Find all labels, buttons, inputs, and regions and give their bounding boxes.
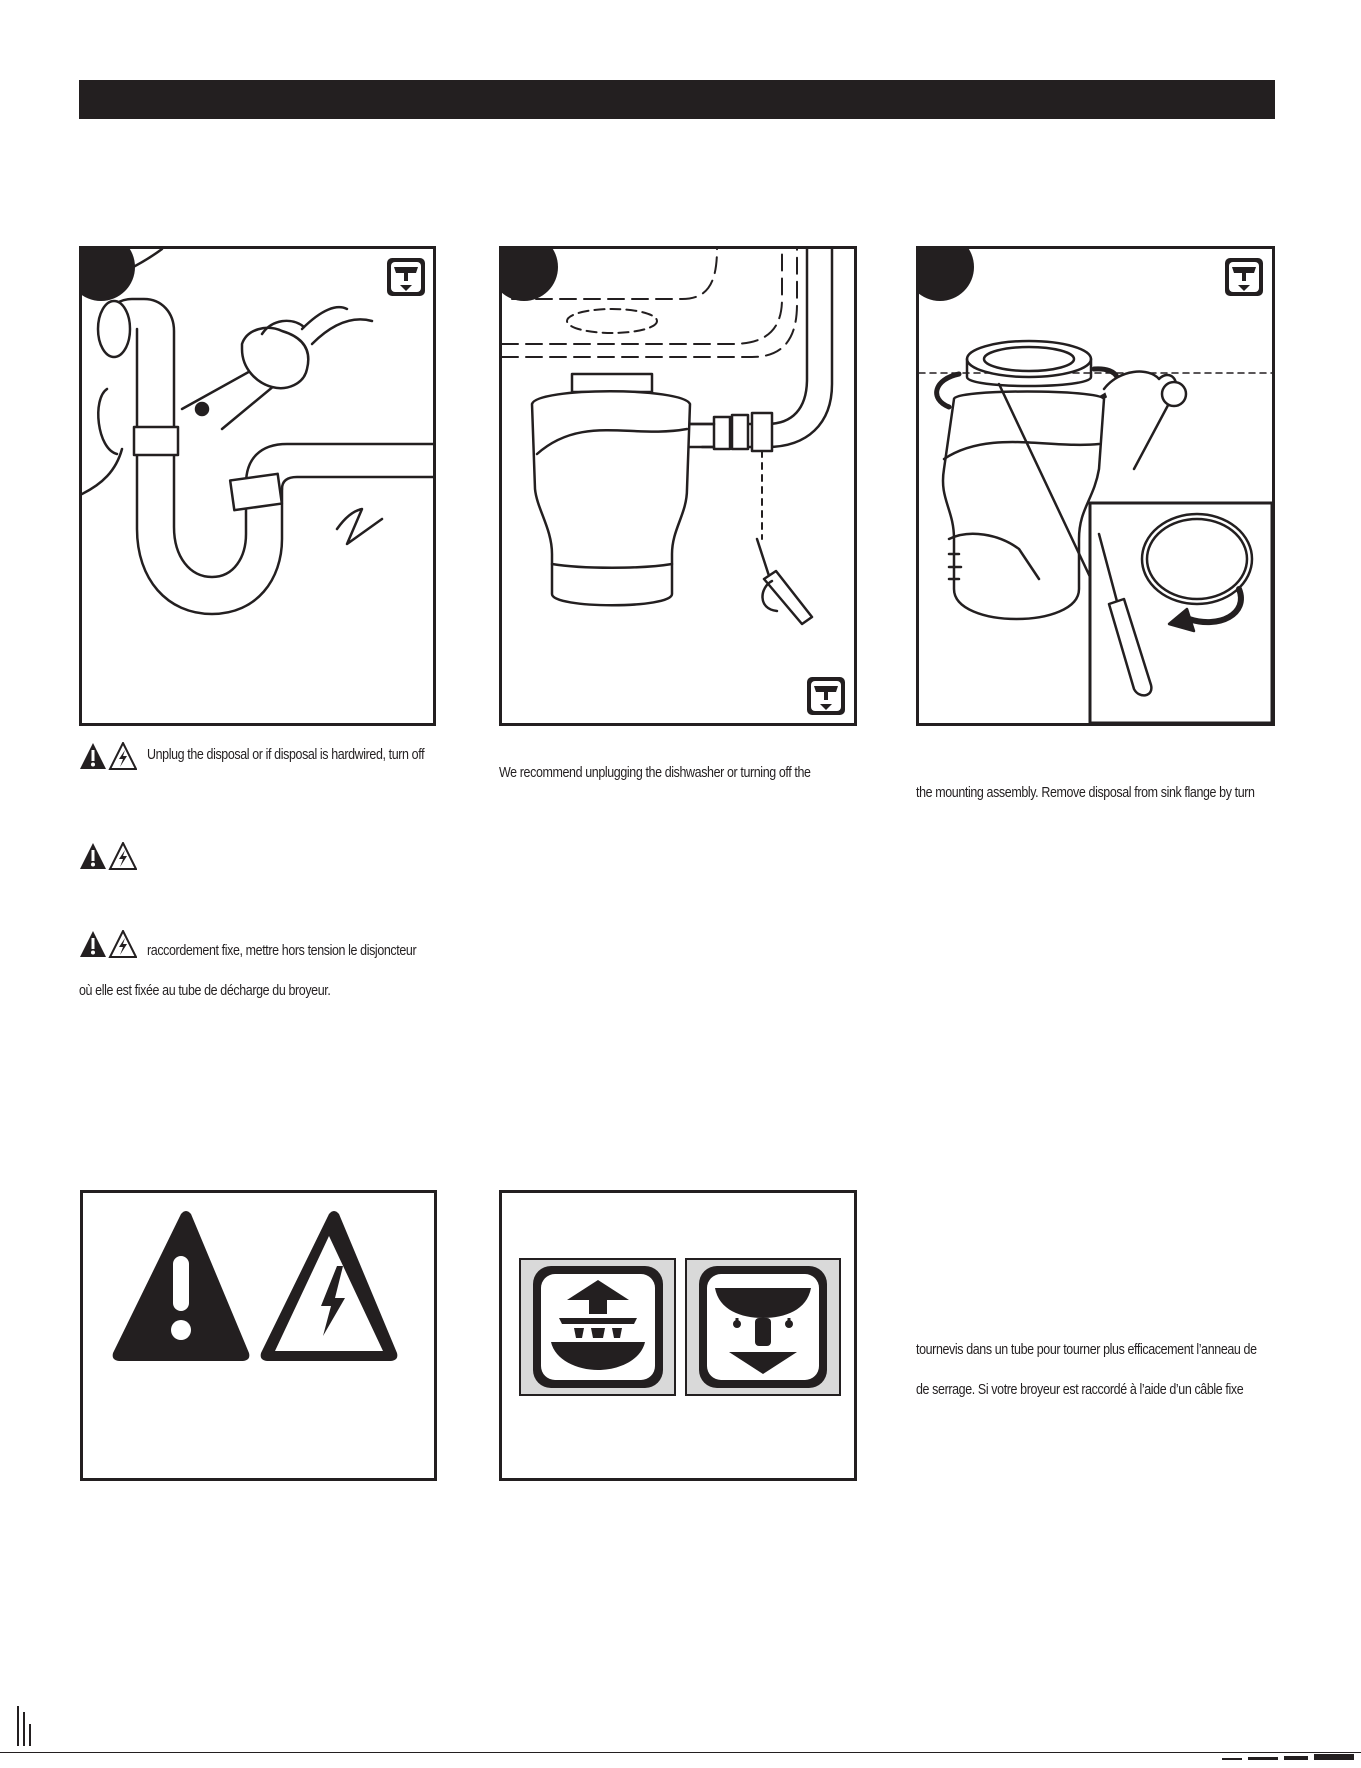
disposal-install-up-icon bbox=[519, 1258, 676, 1396]
step-1-warning-icons-c bbox=[79, 930, 137, 958]
disposal-remove-down-icon bbox=[685, 1258, 841, 1396]
step-3-caption-fr-line-2: de serrage. Si votre broyeur est raccordé à l’aide d’un câble fixe bbox=[916, 1382, 1244, 1398]
step-1-caption-fr-line-1: raccordement fixe, mettre hors tension le disjoncteur bbox=[147, 943, 417, 959]
mounting-ring-removal-illustration bbox=[919, 249, 1272, 723]
bottom-rule bbox=[0, 1752, 1361, 1753]
step-1-illustration bbox=[79, 246, 436, 726]
step-3-illustration bbox=[916, 246, 1275, 726]
page-corner-mark bbox=[1222, 1750, 1357, 1761]
header-bar bbox=[79, 80, 1275, 119]
disposal-remove-down-icon bbox=[1224, 257, 1264, 297]
disposal-remove-down-icon bbox=[806, 676, 846, 716]
step-2-illustration bbox=[499, 246, 857, 726]
dishwasher-hose-disposal-illustration bbox=[502, 249, 854, 723]
step-3-caption-fr-line-1: tournevis dans un tube pour tourner plus efficacement l’anneau de bbox=[916, 1342, 1257, 1358]
disposal-remove-down-icon bbox=[386, 257, 426, 297]
p-trap-wrench-illustration bbox=[82, 249, 433, 723]
step-1-warning-icons-a bbox=[79, 742, 137, 770]
step-2-caption-line: We recommend unplugging the dishwasher or turning off the bbox=[499, 765, 811, 781]
install-legend-box bbox=[499, 1190, 857, 1481]
step-1-caption-fr-line-2: où elle est fixée au tube de décharge du broyeur. bbox=[79, 983, 331, 999]
caution-triangle-icon bbox=[111, 1208, 251, 1363]
document-code bbox=[14, 1706, 34, 1746]
electric-shock-triangle-icon bbox=[259, 1208, 399, 1363]
step-1-caption-line: Unplug the disposal or if disposal is hardwired, turn off bbox=[147, 747, 425, 763]
step-3-caption-line: the mounting assembly. Remove disposal from sink flange by turn bbox=[916, 785, 1255, 801]
step-1-warning-icons-b bbox=[79, 842, 137, 870]
warning-legend-box bbox=[80, 1190, 437, 1481]
